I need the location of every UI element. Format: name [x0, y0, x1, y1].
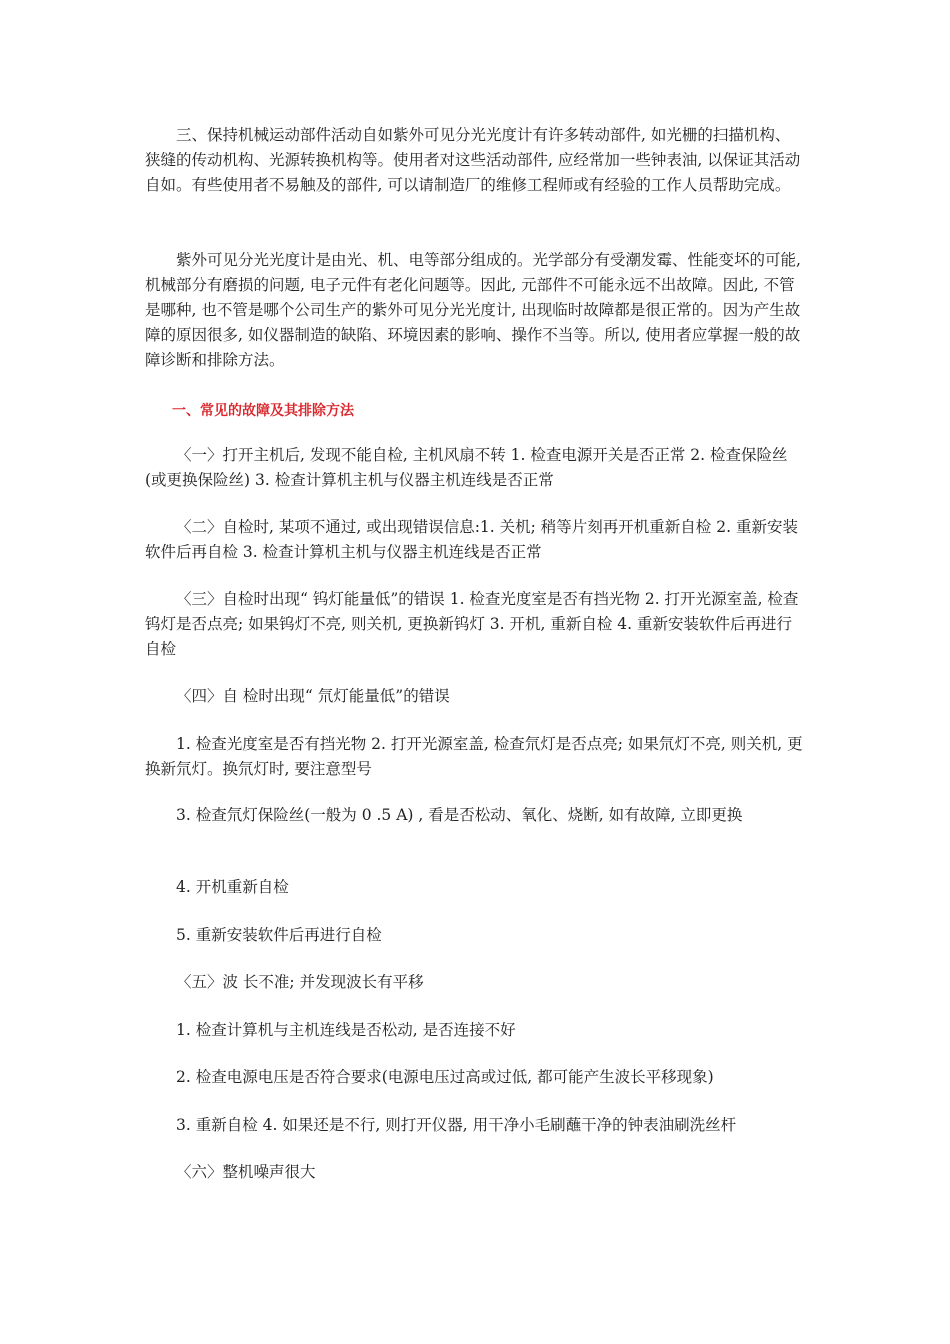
- fault-item-6: 〈六〉整机噪声很大: [176, 1163, 316, 1181]
- fault-item-5-step-3-4: 3. 重新自检 4. 如果还是不行, 则打开仪器, 用干净小毛刷蘸干净的钟表油刷洗丝杆: [176, 1116, 737, 1134]
- fault-item-4: 〈四〉自 检时出现“ 氘灯能量低”的错误: [176, 687, 450, 705]
- section-heading: 一、常见的故障及其排除方法: [172, 403, 354, 419]
- fault-item-2: 〈二〉自检时, 某项不通过, 或出现错误信息:1. 关机; 稍等片刻再开机重新自检 2. 重新安装软件后再自检 3. 检查计算机主机与仪器主机连线是否正常: [145, 518, 798, 561]
- paragraph-overview: 紫外可见分光光度计是由光、机、电等部分组成的。光学部分有受潮发霉、性能变坏的可能, 机械部分有磨损的问题, 电子元件有老化问题等。因此, 元部件不可能永远不出故障。因此, 不管是哪种, 也不管是哪个公司生产的紫外可见分光光度计, 出现临时故障都是很正常的。因为产生故障的原因很多, 如仪器制造的缺陷、环境因素的影响、操作不当等。所以, 使用者应掌握一般的故障诊断和排除方法。: [145, 251, 806, 369]
- fault-item-4-step-5: 5. 重新安装软件后再进行自检: [176, 926, 382, 944]
- paragraph-maintenance: 三、保持机械运动部件活动自如紫外可见分光光度计有许多转动部件, 如光栅的扫描机构、狭缝的传动机构、光源转换机构等。使用者对这些活动部件, 应经常加一些钟表油, 以保证其活动自如。有些使用者不易触及的部件, 可以请制造厂的维修工程师或有经验的工作人员帮助完成。: [145, 126, 801, 194]
- fault-item-3: 〈三〉自检时出现“ 钨灯能量低”的错误 1. 检查光度室是否有挡光物 2. 打开光源室盖, 检查钨灯是否点亮; 如果钨灯不亮, 则关机, 更换新钨灯 3. 开机, 重新自检 4. 重新安装软件后再进行自检: [145, 590, 799, 658]
- fault-item-5-step-2: 2. 检查电源电压是否符合要求(电源电压过高或过低, 都可能产生波长平移现象): [176, 1068, 714, 1086]
- fault-item-4-step-1-2: 1. 检查光度室是否有挡光物 2. 打开光源室盖, 检查氘灯是否点亮; 如果氘灯不亮, 则关机, 更换新氘灯。换氘灯时, 要注意型号: [145, 735, 803, 778]
- fault-item-4-step-3: 3. 检查氘灯保险丝(一般为 0 .5 A) , 看是否松动、氧化、烧断, 如有故障, 立即更换: [176, 806, 743, 824]
- fault-item-5-step-1: 1. 检查计算机与主机连线是否松动, 是否连接不好: [176, 1021, 516, 1039]
- fault-item-4-step-4: 4. 开机重新自检: [176, 878, 289, 896]
- fault-item-5: 〈五〉波 长不准; 并发现波长有平移: [176, 973, 424, 991]
- fault-item-1: 〈一〉打开主机后, 发现不能自检, 主机风扇不转 1. 检查电源开关是否正常 2. 检查保险丝(或更换保险丝) 3. 检查计算机主机与仪器主机连线是否正常: [145, 446, 788, 489]
